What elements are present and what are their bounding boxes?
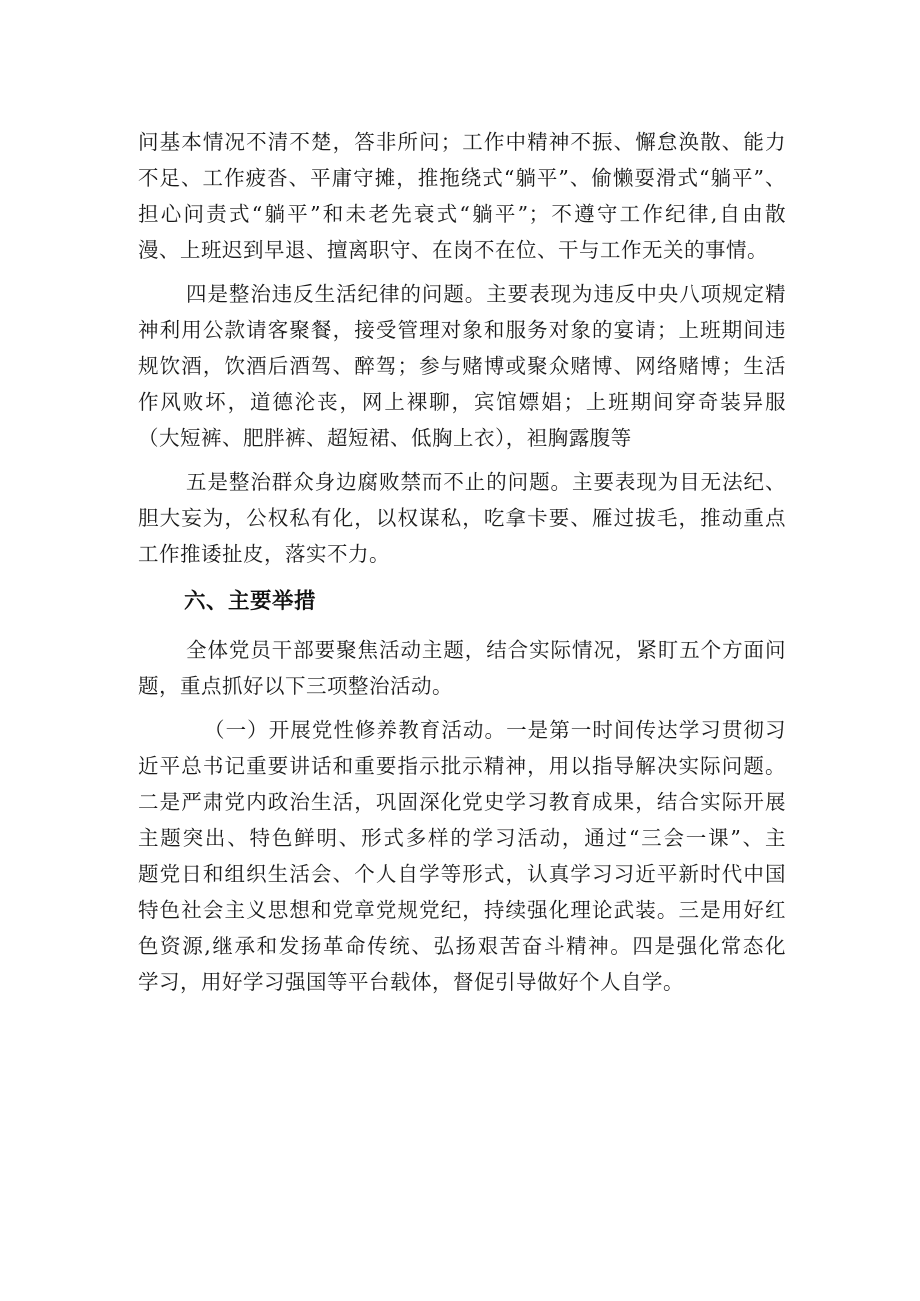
paragraph-party-education bbox=[138, 712, 786, 1000]
text-line: 规饮酒，饮酒后酒驾、醉驾；参与赌博或聚众赌博、网络赌博；生活 bbox=[138, 354, 786, 378]
text-line: 色资源,继承和发扬革命传统、弘扬艰苦奋斗精神。四是强化常态化 bbox=[138, 934, 786, 958]
paragraph-measures-intro bbox=[138, 632, 786, 704]
paragraph-work-style-issues bbox=[138, 124, 786, 268]
text-line: 五是整治群众身边腐败禁而不止的问题。主要表现为目无法纪、 bbox=[186, 470, 786, 494]
text-line: 近平总书记重要讲话和重要指示批示精神，用以指导解决实际问题。 bbox=[138, 754, 786, 778]
section-heading-main-measures: 六、主要举措 bbox=[184, 589, 317, 614]
text-line: 特色社会主义思想和党章党规党纪，持续强化理论武装。三是用好红 bbox=[138, 898, 786, 922]
text-line: 二是严肃党内政治生活，巩固深化党史学习教育成果，结合实际开展 bbox=[138, 790, 786, 814]
text-line: 学习，用好学习强国等平台载体，督促引导做好个人自学。 bbox=[138, 970, 684, 994]
text-line: 胆大妄为，公权私有化，以权谋私，吃拿卡要、雁过拔毛，推动重点 bbox=[138, 506, 786, 530]
text-line: （大短裤、肥胖裤、超短裙、低胸上衣），袒胸露腹等 bbox=[138, 426, 632, 450]
paragraph-life-discipline bbox=[138, 276, 786, 456]
text-line: 四是整治违反生活纪律的问题。主要表现为违反中央八项规定精 bbox=[186, 282, 786, 306]
text-line: 题党日和组织生活会、个人自学等形式，认真学习习近平新时代中国 bbox=[138, 862, 786, 886]
text-line: 工作推诿扯皮，落实不力。 bbox=[138, 542, 390, 566]
document-body bbox=[138, 124, 786, 1000]
text-line: 主题突出、特色鲜明、形式多样的学习活动，通过“三会一课”、主 bbox=[138, 826, 786, 850]
text-line: （一）开展党性修养教育活动。一是第一时间传达学习贯彻习 bbox=[204, 718, 786, 742]
paragraph-grassroots-corruption bbox=[138, 464, 786, 572]
text-line: 全体党员干部要聚焦活动主题，结合实际情况，紧盯五个方面问 bbox=[186, 638, 786, 662]
text-line: 漫、上班迟到早退、擅离职守、在岗不在位、干与工作无关的事情。 bbox=[138, 238, 768, 262]
text-line: 题，重点抓好以下三项整治活动。 bbox=[138, 674, 453, 698]
text-line: 担心问责式“躺平”和未老先衰式“躺平”；不遵守工作纪律,自由散 bbox=[138, 202, 786, 226]
text-line: 作风败坏，道德沦丧，网上裸聊，宾馆嫖娼；上班期间穿奇装异服 bbox=[138, 390, 786, 414]
text-line: 不足、工作疲沓、平庸守摊，推拖绕式“躺平”、偷懒耍滑式“躺平”、 bbox=[138, 166, 786, 190]
text-line: 神利用公款请客聚餐，接受管理对象和服务对象的宴请；上班期间违 bbox=[138, 318, 786, 342]
text-line: 问基本情况不清不楚，答非所问；工作中精神不振、懈怠涣散、能力 bbox=[138, 130, 786, 154]
